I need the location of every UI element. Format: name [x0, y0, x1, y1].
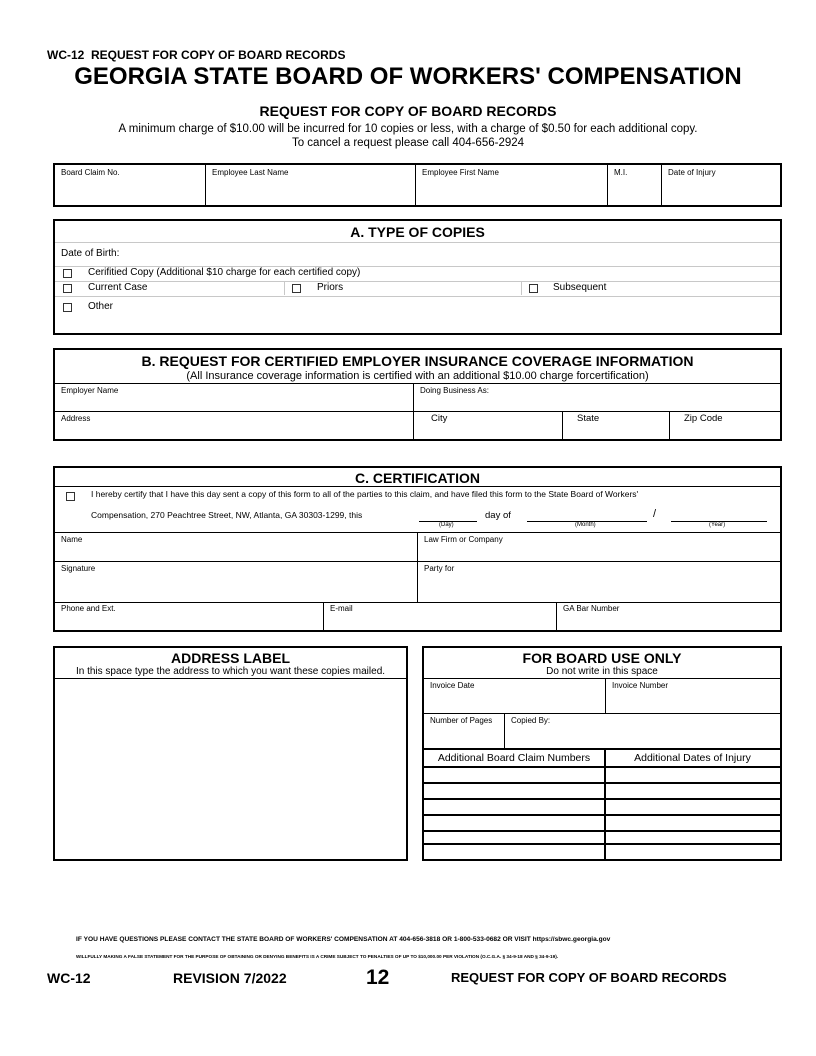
- address-label: Address: [61, 414, 91, 423]
- city-field[interactable]: [414, 412, 562, 440]
- last-name-field[interactable]: [206, 165, 415, 205]
- bar-number-label: GA Bar Number: [563, 604, 620, 613]
- city-label: City: [431, 413, 448, 424]
- footer-questions: IF YOU HAVE QUESTIONS PLEASE CONTACT THE STATE BOARD OF WORKERS' COMPENSATION AT 404-656-3818 OR 1-800-533-0682 OR VISIT https://sbwc.georgia.gov: [76, 936, 611, 943]
- zip-field[interactable]: [670, 412, 780, 440]
- bar-number-field[interactable]: [557, 603, 780, 630]
- invoice-number-label: Invoice Number: [612, 681, 669, 690]
- mailing-address-area[interactable]: [55, 679, 406, 859]
- last-name-label: Employee Last Name: [212, 168, 289, 177]
- board-use-box: [422, 646, 782, 861]
- name-field[interactable]: [55, 533, 417, 561]
- footer-penalty: WILLFULLY MAKING A FALSE STATEMENT FOR THE PURPOSE OF OBTAINING OR DENYING BENEFITS IS A CRIME SUBJECT TO PENALTIES OF UP TO $10,000.00 PER VIOLATION (O.C.G.A. § 34-9-18 AND § 34-9-19).: [76, 954, 559, 959]
- month-caption: (Month): [575, 522, 596, 528]
- cert-line-1: I hereby certify that I have this day sent a copy of this form to all of the parties to this claim, and have filed this form to the State Board of Workers': [91, 489, 639, 499]
- date-slash: /: [653, 508, 657, 520]
- section-b-subtitle: (All Insurance coverage information is certified with an additional $10.00 charge forcertification): [186, 370, 649, 382]
- additional-row[interactable]: [424, 845, 780, 859]
- name-label: Name: [61, 535, 83, 544]
- current-case-label: Current Case: [88, 282, 148, 293]
- email-label: E-mail: [330, 604, 353, 613]
- charge-note: A minimum charge of $10.00 will be incurred for 10 copies or less, with a charge of $0.50 for each additional copy.: [118, 123, 698, 135]
- additional-row[interactable]: [424, 832, 780, 843]
- section-a-title: A. TYPE OF COPIES: [350, 224, 485, 240]
- footer-page-number: 12: [366, 966, 390, 989]
- board-use-title: FOR BOARD USE ONLY: [522, 650, 682, 666]
- form-title: REQUEST FOR COPY OF BOARD RECORDS: [259, 103, 557, 119]
- num-pages-field[interactable]: [424, 714, 504, 747]
- footer-revision: REVISION 7/2022: [173, 970, 287, 986]
- address-label-title: ADDRESS LABEL: [170, 650, 290, 666]
- priors-label: Priors: [317, 282, 344, 293]
- invoice-date-field[interactable]: [424, 679, 604, 713]
- add-dates-injury-header: Additional Dates of Injury: [634, 752, 751, 764]
- dob-label: Date of Birth:: [61, 248, 120, 259]
- employer-name-label: Employer Name: [61, 386, 119, 395]
- law-firm-field[interactable]: [418, 533, 780, 561]
- phone-label: Phone and Ext.: [61, 604, 116, 613]
- signature-label: Signature: [61, 564, 96, 573]
- cert-line-2: Compensation, 270 Peachtree Street, NW, Atlanta, GA 30303-1299, this: [91, 510, 363, 520]
- additional-row[interactable]: [424, 768, 780, 782]
- email-field[interactable]: [324, 603, 556, 630]
- address-label-subtitle: In this space type the address to which you want these copies mailed.: [75, 666, 386, 677]
- add-claim-numbers-header: Additional Board Claim Numbers: [437, 752, 591, 764]
- section-b-box: [53, 348, 782, 441]
- num-pages-label: Number of Pages: [430, 716, 493, 725]
- date-of-injury-label: Date of Injury: [668, 168, 716, 177]
- additional-row[interactable]: [424, 784, 780, 798]
- first-name-field[interactable]: [416, 165, 607, 205]
- invoice-date-label: Invoice Date: [430, 681, 475, 690]
- day-of-text: day of: [485, 510, 511, 521]
- footer-form-code: WC-12: [47, 970, 91, 986]
- form-code-title: WC-12 REQUEST FOR COPY OF BOARD RECORDS: [47, 48, 346, 62]
- subsequent-label: Subsequent: [553, 282, 607, 293]
- employer-name-field[interactable]: [55, 384, 413, 410]
- section-c-box: [53, 466, 782, 632]
- priors-checkbox[interactable]: [292, 284, 301, 293]
- claim-no-field[interactable]: [55, 165, 205, 205]
- additional-row[interactable]: [424, 800, 780, 814]
- dba-field[interactable]: [414, 384, 780, 410]
- state-field[interactable]: [563, 412, 669, 440]
- mi-field[interactable]: [608, 165, 661, 205]
- additional-row[interactable]: [424, 816, 780, 830]
- agency-title: GEORGIA STATE BOARD OF WORKERS' COMPENSATION: [74, 63, 742, 90]
- law-firm-label: Law Firm or Company: [424, 535, 503, 544]
- dob-field[interactable]: [61, 248, 119, 259]
- footer-form-name: REQUEST FOR COPY OF BOARD RECORDS: [451, 970, 727, 985]
- party-for-field[interactable]: [418, 562, 780, 602]
- cancel-note: To cancel a request please call 404-656-2924: [291, 137, 525, 149]
- claim-info-box: [53, 163, 782, 207]
- signature-field[interactable]: [55, 562, 417, 602]
- certify-checkbox[interactable]: [66, 492, 75, 501]
- copied-by-label: Copied By:: [511, 716, 551, 725]
- invoice-number-field[interactable]: [606, 679, 780, 713]
- other-checkbox[interactable]: [63, 303, 72, 312]
- copied-by-field[interactable]: [505, 714, 780, 747]
- dba-label: Doing Business As:: [420, 386, 489, 395]
- year-caption: (Year): [709, 522, 726, 528]
- first-name-label: Employee First Name: [422, 168, 499, 177]
- date-of-injury-field[interactable]: [662, 165, 780, 205]
- section-b-title: B. REQUEST FOR CERTIFIED EMPLOYER INSURANCE COVERAGE INFORMATION: [141, 353, 694, 369]
- subsequent-checkbox[interactable]: [529, 284, 538, 293]
- state-label: State: [577, 413, 600, 424]
- address-label-box: [53, 646, 408, 861]
- phone-field[interactable]: [55, 603, 323, 630]
- certified-copy-label: Cerifitied Copy (Additional $10 charge for each certified copy): [88, 267, 361, 278]
- claim-no-label: Board Claim No.: [61, 168, 120, 177]
- day-caption: (Day): [439, 522, 454, 528]
- address-field[interactable]: [55, 412, 413, 440]
- current-case-checkbox[interactable]: [63, 284, 72, 293]
- mi-label: M.I.: [614, 168, 628, 177]
- zip-label: Zip Code: [684, 413, 723, 424]
- certified-copy-checkbox[interactable]: [63, 269, 72, 278]
- section-c-title: C. CERTIFICATION: [355, 470, 480, 486]
- board-use-subtitle: Do not write in this space: [546, 666, 658, 677]
- party-for-label: Party for: [424, 564, 455, 573]
- other-label: Other: [88, 301, 114, 312]
- section-a-box: [53, 219, 782, 335]
